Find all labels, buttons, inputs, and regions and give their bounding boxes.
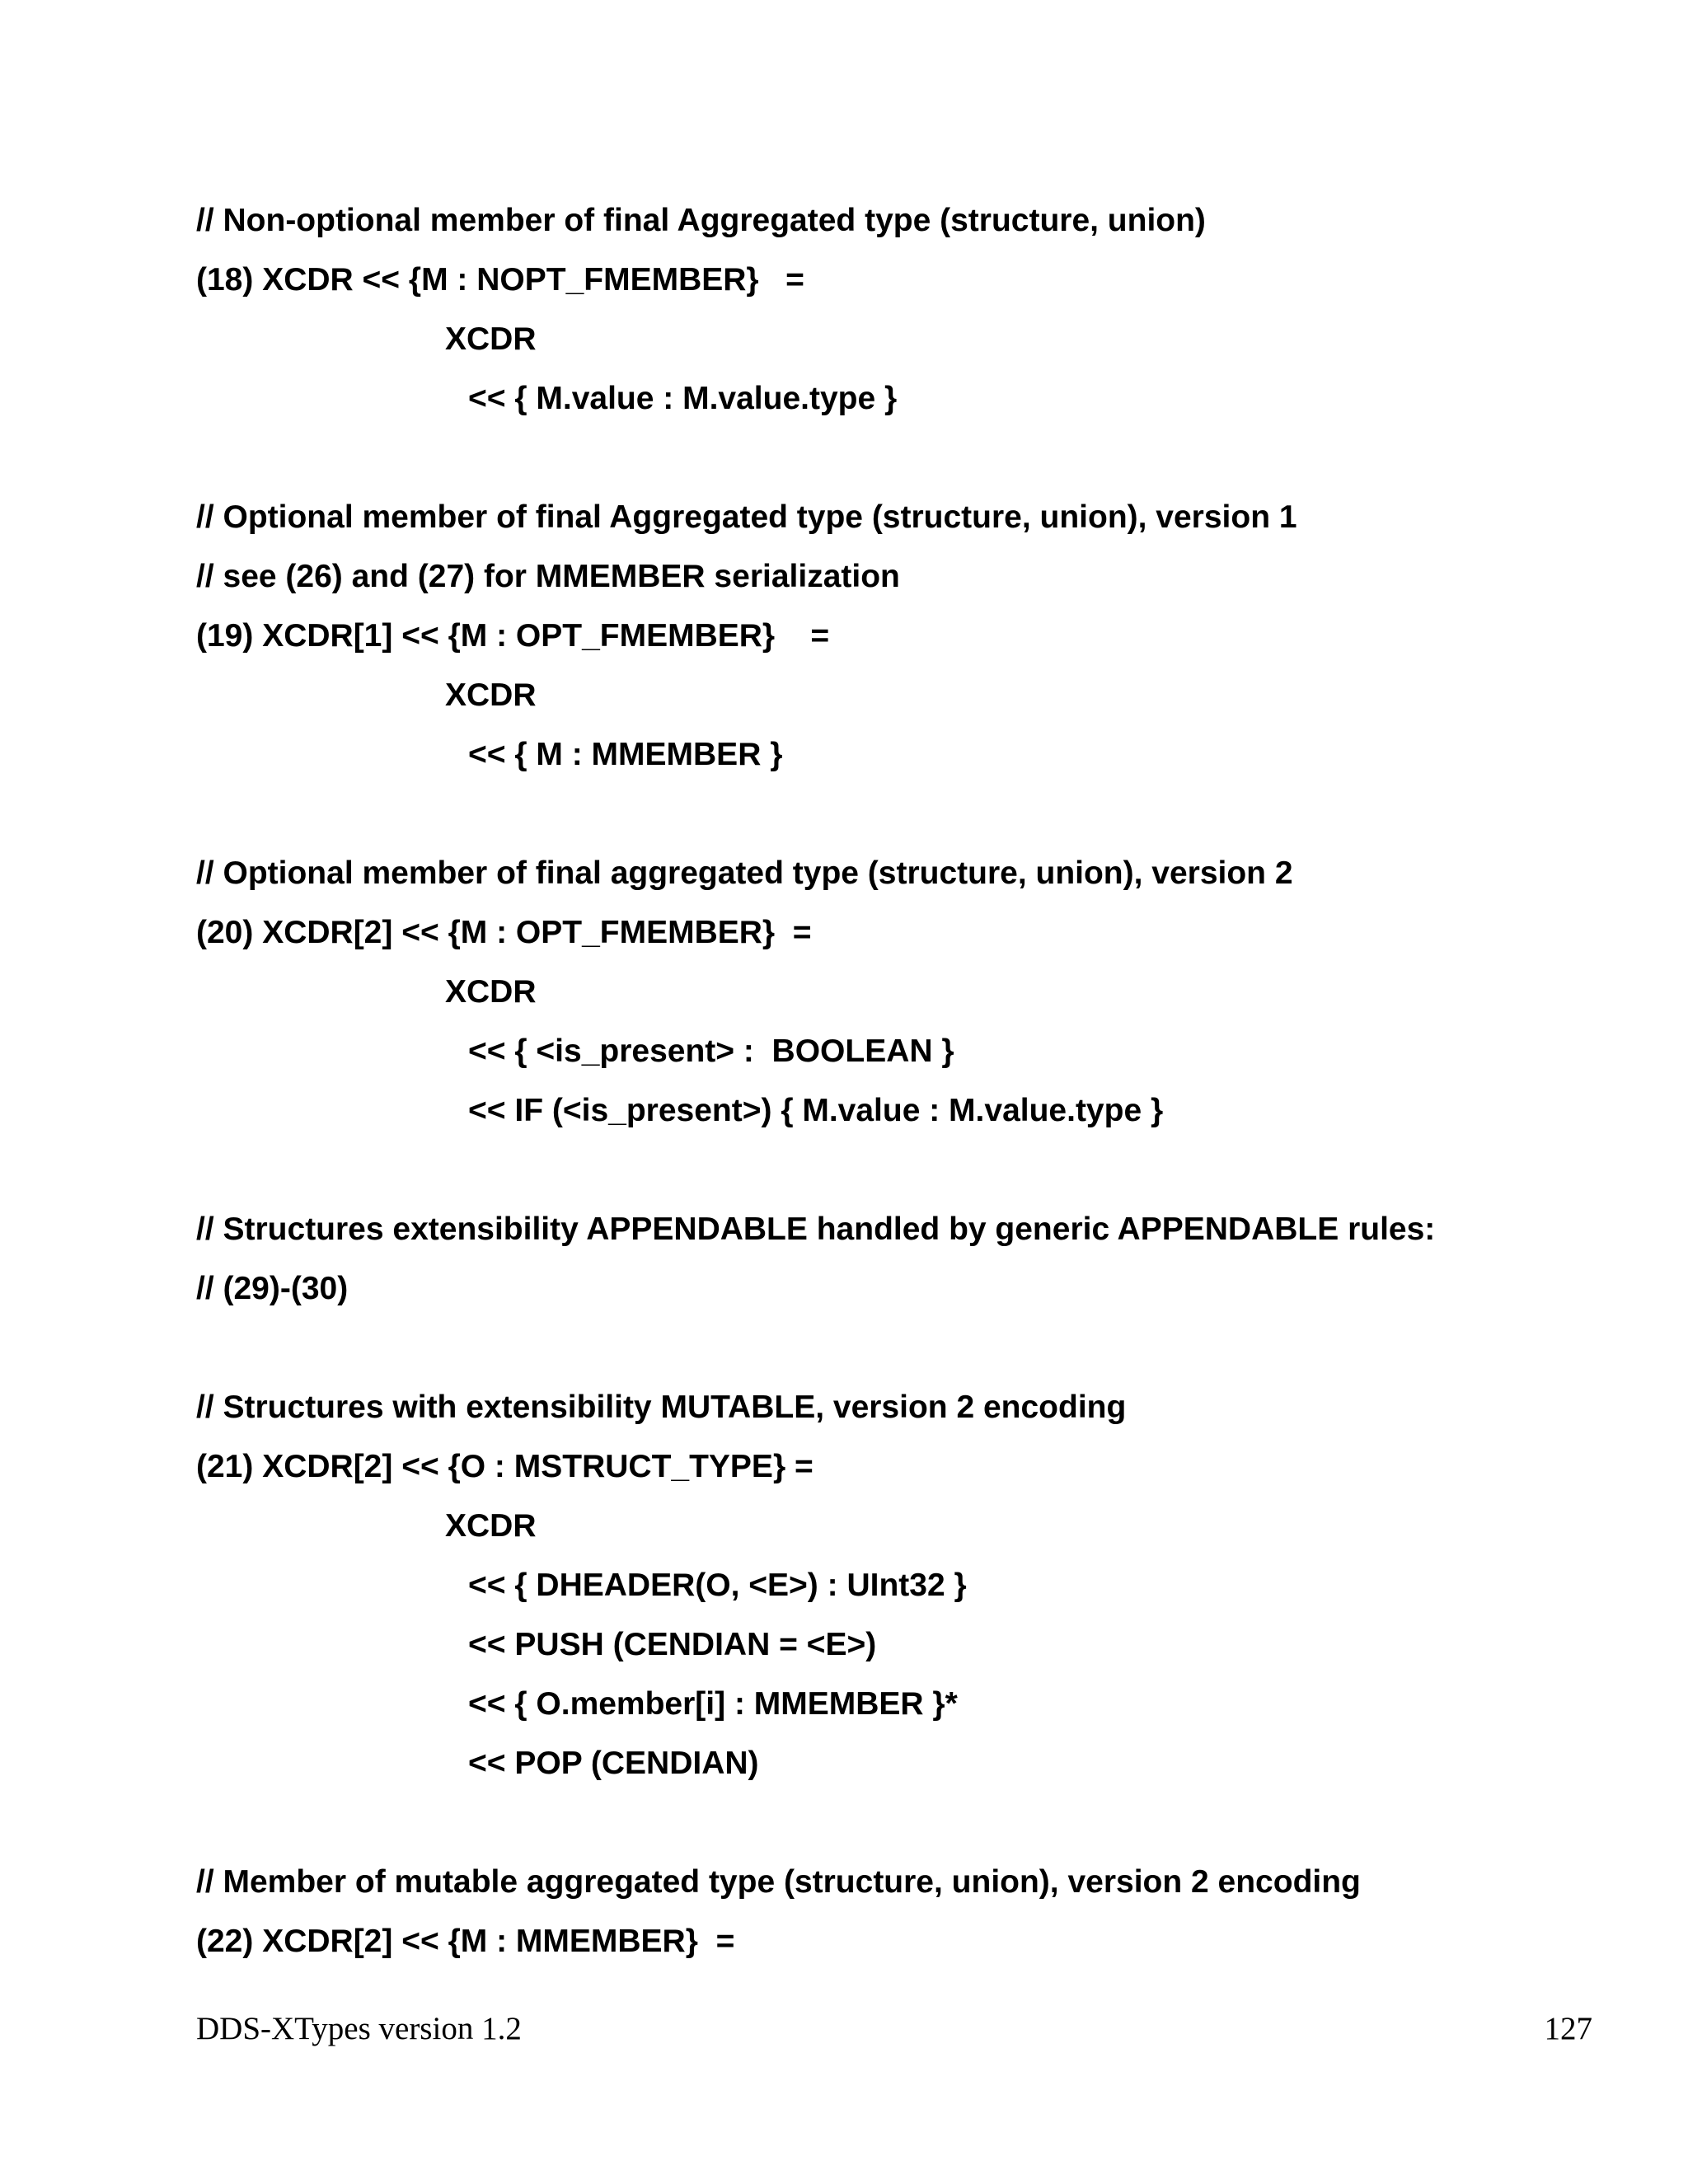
code-line: << POP (CENDIAN)	[468, 1746, 759, 1781]
comment-line: // Member of mutable aggregated type (structure, union), version 2 encoding	[196, 1864, 1361, 1900]
footer-document-title: DDS-XTypes version 1.2	[196, 2011, 522, 2046]
code-line: XCDR	[445, 974, 537, 1010]
code-block	[196, 488, 1597, 785]
code-line: << { O.member[i] : MMEMBER }*	[468, 1686, 958, 1722]
comment-line: // Optional member of final aggregated type (structure, union), version 2	[196, 855, 1293, 891]
code-line: XCDR	[445, 1508, 537, 1544]
code-line: << IF (<is_present>) { M.value : M.value.type }	[468, 1093, 1164, 1128]
code-block	[196, 1200, 1597, 1319]
comment-line: // Optional member of final Aggregated type (structure, union), version 1	[196, 499, 1297, 535]
code-line: (22) XCDR[2] << {M : MMEMBER} =	[196, 1924, 735, 1959]
code-line: << { DHEADER(O, <E>) : UInt32 }	[468, 1568, 967, 1603]
page-footer	[196, 2006, 1592, 2052]
comment-line: // see (26) and (27) for MMEMBER serialization	[196, 559, 900, 594]
comment-line: // Non-optional member of final Aggregated type (structure, union)	[196, 203, 1206, 238]
comment-line: // (29)-(30)	[196, 1271, 349, 1306]
code-line: << { M.value : M.value.type }	[468, 381, 898, 416]
code-block	[196, 844, 1597, 1141]
code-line: XCDR	[445, 321, 537, 357]
code-line: (21) XCDR[2] << {O : MSTRUCT_TYPE} =	[196, 1449, 814, 1484]
code-block	[196, 191, 1597, 429]
code-block	[196, 1378, 1597, 1793]
code-line: (20) XCDR[2] << {M : OPT_FMEMBER} =	[196, 915, 812, 950]
code-line: XCDR	[445, 677, 537, 713]
code-line: (18) XCDR << {M : NOPT_FMEMBER} =	[196, 262, 804, 298]
comment-line: // Structures with extensibility MUTABLE, version 2 encoding	[196, 1390, 1127, 1425]
code-line: (19) XCDR[1] << {M : OPT_FMEMBER} =	[196, 618, 830, 654]
code-line: << PUSH (CENDIAN = <E>)	[468, 1627, 877, 1662]
code-block	[196, 1853, 1597, 1971]
comment-line: // Structures extensibility APPENDABLE handled by generic APPENDABLE rules:	[196, 1212, 1436, 1247]
document-body	[196, 191, 1597, 2031]
code-line: << { <is_present> : BOOLEAN }	[468, 1033, 954, 1069]
footer-page-number: 127	[1544, 2011, 1592, 2046]
code-line: << { M : MMEMBER }	[468, 737, 783, 772]
